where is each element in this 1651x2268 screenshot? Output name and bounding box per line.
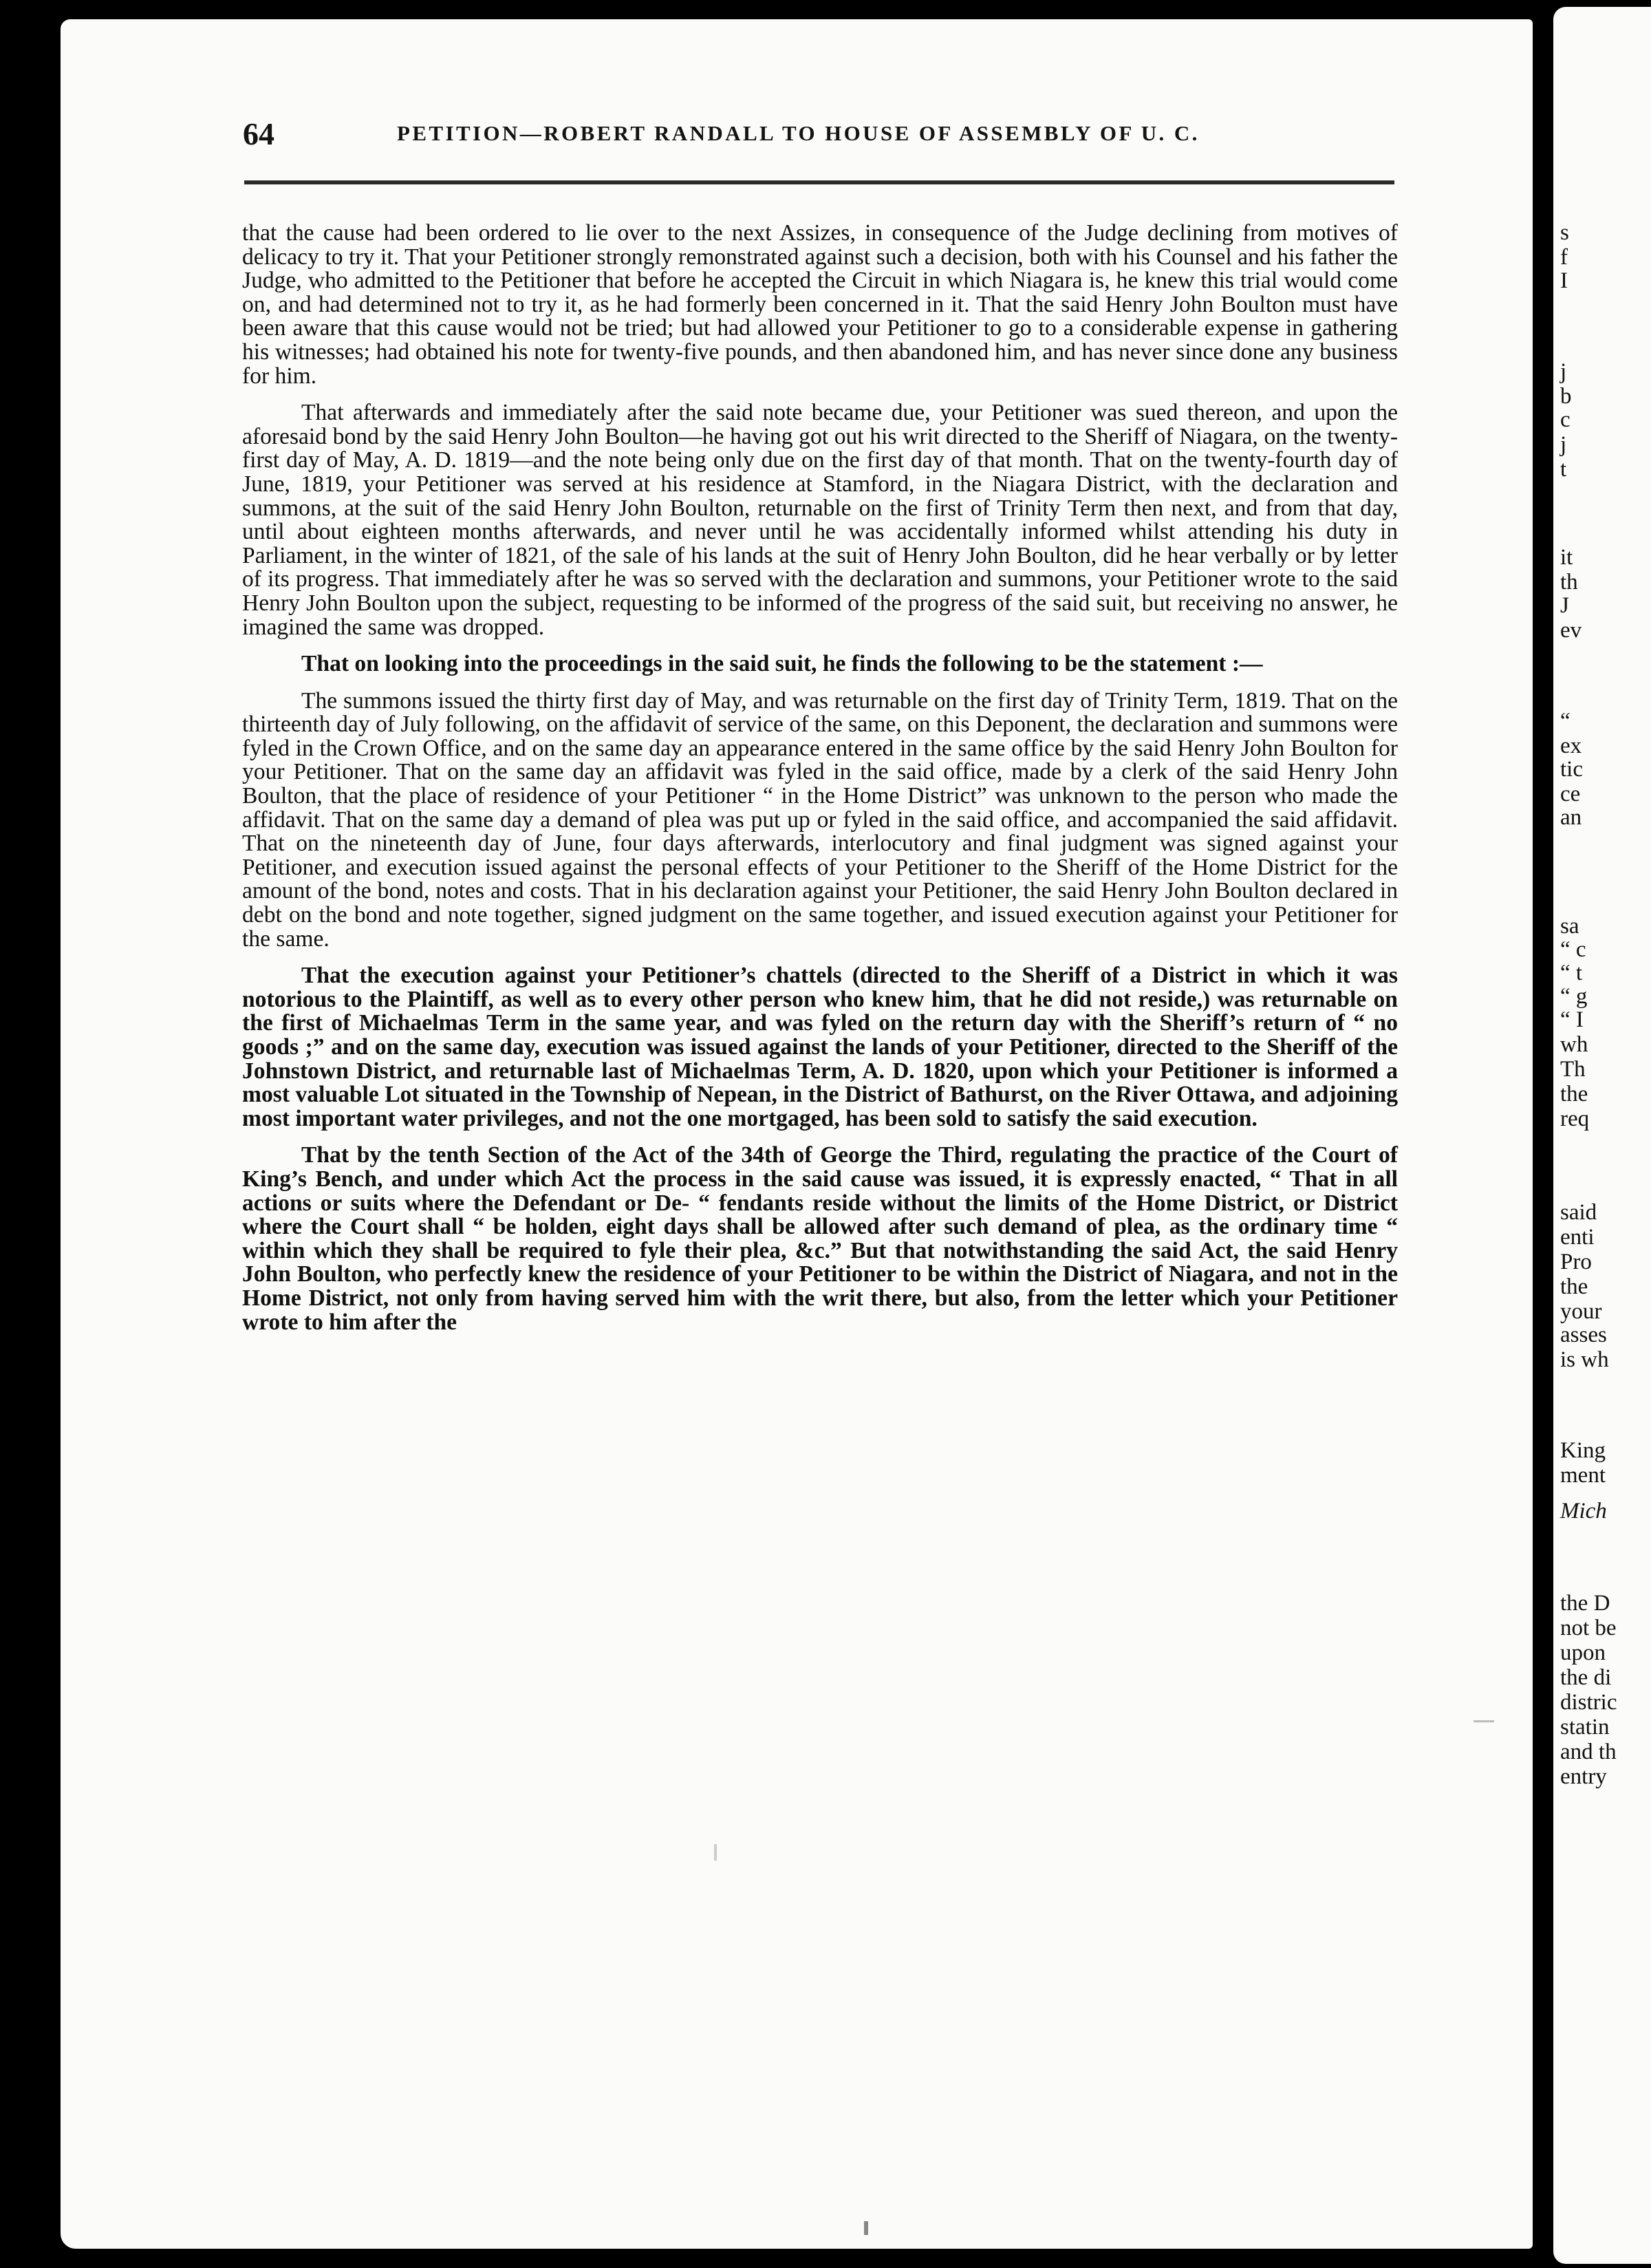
fragment: wh [1560,1032,1588,1057]
fragment: the [1560,1274,1588,1299]
paragraph: That the execution against your Petitioner’s chattels (directed to the Sheriff of a District in which it was notorious to the Plaintiff, as well as to every other person who knew him, that he did not reside,) was returnable on the first of Michaelmas Term in the same year, and was fyled on the return day with the Sheriff’s return of “ no goods ;” and on the same day, execution was issued against the lands of your Petitioner, directed to the Sheriff of the Johnstown District, and returnable last of Michaelmas Term, A. D. 1820, upon which your Petitioner is informed a most valuable Lot situated in the Township of Nepean, in the District of Bathurst, on the River Ottawa, and adjoining most important water privileges, and not the one mortgaged, has been sold to satisfy the said execution. [242,963,1398,1131]
fragment: “ t [1560,961,1583,985]
fragment: statin [1560,1715,1610,1740]
fragment: the di [1560,1665,1612,1690]
fragment: Pro [1560,1250,1592,1274]
header-rule [244,180,1394,184]
body-text [242,222,1398,1347]
fragment: b [1560,384,1572,409]
fragment: “ I [1560,1007,1584,1032]
adjacent-page [1553,7,1651,2264]
fragment: th [1560,570,1578,595]
fragment: it [1560,545,1573,570]
scan-mark [864,2221,868,2235]
fragment: req [1560,1106,1590,1131]
paragraph: That on looking into the proceedings in the said suit, he finds the following to be the statement :— [301,651,1263,677]
fragment: I [1560,268,1568,293]
fragment: t [1560,457,1567,482]
page-header [182,116,1393,157]
paragraph: The summons issued the thirty first day of May, and was returnable on the first day of Trinity Term, 1819. That on the thirteenth day of July following, on the affidavit of service of the same, on this Deponent, the declaration and summons were fyled in the Crown Office, and on the same day an appearance entered in the same office by the said Henry John Boulton for your Petitioner. That on the same day an affidavit was fyled in the said office, made by a clerk of the said Henry John Boulton, that the place of residence of your Petitioner “ in the Home District” was unknown to the person who made the affidavit. That on the same day a demand of plea was put up or fyled in the said office, and accompanied the said affidavit. That on the nineteenth day of June, four days afterwards, interlocutory and final judgment was signed against your Petitioner, and execution issued against the personal effects of your Petitioner to the Sheriff of the Home District for the amount of the bond, notes and costs. That in his declaration against your Petitioner, the said Henry John Boulton declared in debt on the bond and note together, signed judgment on the same together, and issued execution against your Petitioner for the same. [242,687,1398,952]
fragment: distric [1560,1690,1617,1715]
fragment: Mich [1560,1499,1607,1523]
fragment: J [1560,593,1569,618]
running-head: PETITION—ROBERT RANDALL TO HOUSE OF ASSEMBLY OF U. C. [397,121,1200,145]
fragment: entry [1560,1764,1607,1789]
fragment: and th [1560,1740,1617,1764]
fragment: f [1560,245,1568,270]
paragraph-continued: that the cause had been ordered to lie over to the next Assizes, in consequence of the Judge declining from motives of delicacy to try it. That your Petitioner strongly remonstrated against such a decision, both with his Counsel and his father the Judge, who admitted to the Petitioner that before he accepted the Circuit in which Niagara is, he knew this trial would come on, and had determined not to try it, as he had formerly been concerned in it. That the said Henry John Boulton must have been aware that this cause would not be tried; but had allowed your Petitioner to go to a considerable expense in gathering his witnesses; had obtained his note for twenty-five pounds, and then abandoned him, and has never since done any business for him. [242,220,1398,389]
page-number: 64 [243,116,274,151]
fragment: j [1560,432,1567,457]
paragraph: That afterwards and immediately after the said note became due, your Petitioner was sued thereon, and upon the aforesaid bond by the said Henry John Boulton—he having got out his writ directed to the Sheriff of Niagara, on the twenty-first day of May, A. D. 1819—and the note being only due on the first day of that month. That on the twenty-fourth day of June, 1819, your Petitioner was served at his residence at Stamford, in the Niagara District, with the declaration and summons, at the suit of the said Henry John Boulton, returnable on the first of Trinity Term then next, and from that day, until about eighteen months afterwards, and never until he was accidentally informed whilst attending his duty in Parliament, in the winter of 1821, of the sale of his lands at the suit of Henry John Boulton, did he hear verbally or by letter of its progress. That immediately after he was so served with the declaration and summons, your Petitioner wrote to the said Henry John Boulton upon the subject, requesting to be informed of the progress of the said suit, but receiving no answer, he imagined the same was dropped. [242,400,1398,640]
fragment: “ [1560,709,1571,734]
fragment: “ g [1560,984,1588,1009]
scan-mark [714,1844,717,1861]
fragment: tic [1560,757,1583,782]
fragment: upon [1560,1640,1606,1665]
fragment: ev [1560,618,1582,643]
fragment: “ c [1560,937,1586,962]
scan-mark [1474,1720,1494,1722]
fragment: s [1560,220,1569,245]
fragment: not be [1560,1616,1617,1640]
fragment: said [1560,1200,1597,1225]
fragment: ex [1560,734,1582,758]
fragment: enti [1560,1225,1595,1250]
paragraph: That by the tenth Section of the Act of the 34th of George the Third, regulating the practice of the Court of King’s Bench, and under which Act the process in the said cause was issued, it is expressly enacted, “ That in all actions or suits where the Defendant or De- “ fendants reside without the limits of the Home District, or District where the Court shall “ be holden, eight days shall be allowed after such demand of plea, as the ordinary time “ within which they shall be required to fyle their plea, &c.” But that notwithstanding the said Act, the said Henry John Boulton, who perfectly knew the residence of your Petitioner to be within the District of Niagara, and not in the Home District, not only from having served him with the writ there, but also, from the letter which your Petitioner wrote to him after the [242,1142,1398,1335]
fragment: the D [1560,1591,1610,1616]
fragment: ment [1560,1463,1606,1488]
fragment: asses [1560,1323,1607,1347]
fragment: King [1560,1438,1606,1463]
fragment: sa [1560,914,1579,939]
fragment: j [1560,359,1567,384]
fragment: your [1560,1299,1602,1324]
fragment: ce [1560,782,1581,806]
fragment: is wh [1560,1347,1609,1372]
fragment: an [1560,805,1582,830]
fragment: Th [1560,1057,1586,1082]
fragment: the [1560,1082,1588,1106]
fragment: c [1560,407,1571,432]
